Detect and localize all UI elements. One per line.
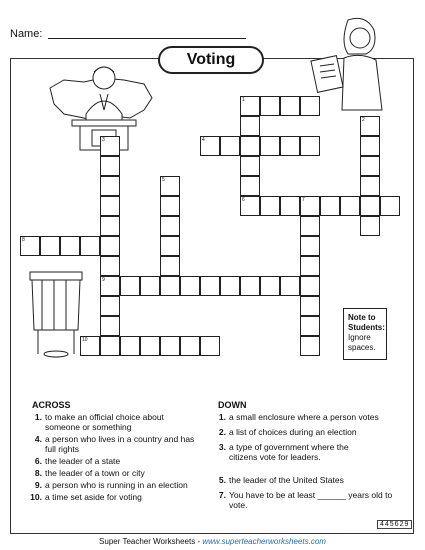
down-clue-2 [212,427,412,437]
crossword-cell[interactable] [320,196,340,216]
crossword-cell[interactable] [100,336,120,356]
clue-number-label: 6 [242,197,245,203]
crossword-cell[interactable] [300,216,320,236]
crossword-cell[interactable] [340,196,360,216]
crossword-cell[interactable] [300,296,320,316]
crossword-cell[interactable] [140,336,160,356]
crossword-cell[interactable] [280,276,300,296]
crossword-cell[interactable] [100,196,120,216]
clue-number-label: 10 [82,337,88,343]
clue-number-label: 7 [302,197,305,203]
crossword-cell[interactable] [100,156,120,176]
crossword-cell[interactable] [160,256,180,276]
clue-number: 1. [34,412,42,422]
across-heading: ACROSS [32,400,71,410]
crossword-cell[interactable] [100,176,120,196]
clue-number: 8. [34,468,42,478]
clue-number-label: 8 [22,237,25,243]
crossword-cell[interactable] [100,256,120,276]
clue-text: to make an official choice about someone or something [45,412,164,432]
woman-clipboard-illustration [308,14,394,114]
clue-number: 6. [34,456,42,466]
crossword-cell[interactable] [360,196,380,216]
crossword-cell[interactable] [280,96,300,116]
crossword-cell[interactable] [240,136,260,156]
clue-text: a person who is running in an election [45,480,188,490]
crossword-cell[interactable] [300,96,320,116]
note-body: Ignore spaces. [348,333,376,352]
clue-number-label: 4 [202,137,205,143]
clue-number: 7. [218,490,226,500]
crossword-cell[interactable] [260,196,280,216]
crossword-cell[interactable] [100,216,120,236]
clue-number-label: 3 [102,137,105,143]
across-clue-9 [28,480,208,490]
across-clue-1 [28,412,208,432]
crossword-cell[interactable] [300,136,320,156]
crossword-cell[interactable] [100,316,120,336]
clue-number: 9. [34,480,42,490]
down-clue-3 [212,442,412,462]
crossword-cell[interactable] [300,316,320,336]
name-label: Name: [10,28,43,40]
crossword-cell[interactable] [280,196,300,216]
crossword-cell[interactable] [240,116,260,136]
crossword-cell[interactable] [240,276,260,296]
clue-number: 5. [218,475,226,485]
crossword-cell[interactable] [380,196,400,216]
crossword-cell[interactable] [180,336,200,356]
crossword-cell[interactable] [360,136,380,156]
crossword-cell[interactable] [360,156,380,176]
crossword-cell[interactable] [300,236,320,256]
name-field[interactable] [48,38,246,39]
clue-number-label: 1 [242,97,245,103]
down-clue-1 [212,412,412,422]
crossword-cell[interactable] [160,196,180,216]
crossword-cell[interactable] [80,236,100,256]
across-clue-4 [28,434,208,454]
crossword-cell[interactable] [360,176,380,196]
clue-text: a small enclosure where a person votes [229,412,379,422]
footer-url[interactable]: www.superteacherworksheets.com [202,537,326,546]
note-title: Note to Students: [348,313,385,332]
crossword-cell[interactable] [100,296,120,316]
clue-number: 3. [218,442,226,452]
clue-number-label: 5 [162,177,165,183]
clue-text: the leader of a town or city [45,468,145,478]
crossword-cell[interactable] [280,136,300,156]
down-clue-5 [212,475,412,485]
crossword-cell[interactable] [260,136,280,156]
footer [0,537,425,546]
crossword-cell[interactable] [300,276,320,296]
clue-text: a time set aside for voting [45,492,142,502]
clue-text: a person who lives in a country and has full rights [45,434,195,454]
clue-text: the leader of a state [45,456,121,466]
crossword-cell[interactable] [220,276,240,296]
crossword-cell[interactable] [100,236,120,256]
down-heading: DOWN [218,400,247,410]
crossword-cell[interactable] [160,216,180,236]
down-clue-7 [212,490,412,510]
crossword-cell[interactable] [40,236,60,256]
crossword-cell[interactable] [120,276,140,296]
crossword-cell[interactable] [180,276,200,296]
crossword-cell[interactable] [120,336,140,356]
crossword-cell[interactable] [240,176,260,196]
across-clue-6 [28,456,208,466]
crossword-cell[interactable] [160,236,180,256]
clue-number: 4. [34,434,42,444]
clue-text: a list of choices during an election [229,427,357,437]
clue-number: 2. [218,427,226,437]
clue-text: a type of government where the citizens vote for leaders. [229,442,349,462]
footer-brand: Super Teacher Worksheets - [99,537,203,546]
crossword-cell[interactable] [260,276,280,296]
voting-booth-illustration [28,268,84,360]
clue-number-label: 2 [362,117,365,123]
across-clue-10 [28,492,208,502]
clue-number: 1. [218,412,226,422]
crossword-cell[interactable] [200,336,220,356]
crossword-cell[interactable] [160,276,180,296]
crossword-cell[interactable] [300,336,320,356]
across-clue-8 [28,468,208,478]
clue-text: the leader of the United States [229,475,344,485]
worksheet-code: 445629 [377,520,412,529]
clue-number-label: 9 [102,277,105,283]
crossword-cell[interactable] [160,336,180,356]
clue-text: You have to be at least ______ years old to vote. [229,490,393,510]
crossword-cell[interactable] [200,276,220,296]
clue-number: 10. [30,492,42,502]
crossword-cell[interactable] [140,276,160,296]
crossword-cell[interactable] [220,136,240,156]
crossword-cell[interactable] [360,216,380,236]
crossword-cell[interactable] [240,156,260,176]
crossword-cell[interactable] [60,236,80,256]
note-box [343,308,387,360]
crossword-cell[interactable] [300,256,320,276]
page-title: Voting [158,46,264,74]
crossword-cell[interactable] [260,96,280,116]
